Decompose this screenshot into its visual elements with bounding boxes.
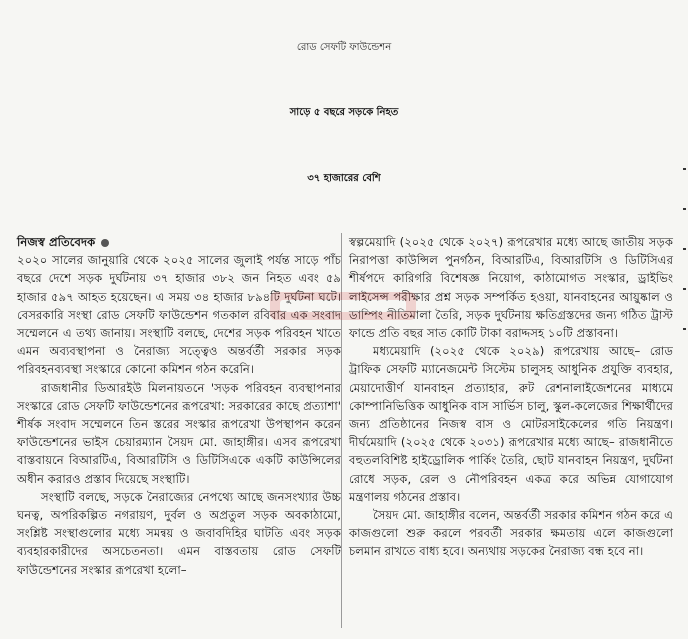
byline-bullet-icon bbox=[101, 239, 109, 247]
headline-line-1: সাড়ে ৫ বছরে সড়কে নিহত bbox=[289, 107, 399, 118]
edge-mark bbox=[683, 168, 686, 170]
byline: নিজস্ব প্রতিবেদক bbox=[17, 235, 96, 249]
paragraph: ২০২০ সালের জানুয়ারি থেকে ২০২৫ সালের জুলাই পর্যন্ত সাড়ে পাঁচ বছরে দেশে সড়ক দুর্ঘটনায় ৩৭ হাজার ৩৮২ জন নিহত এবং ৫৯ হাজার ৫৯৭ আহত হয়েছেন। এ সময় ৩৪ হাজার ৮৯৪টি দুর্ঘটনা ঘটে। বেসরকারি সংস্থা রোড সেফটি ফাউন্ডেশন গতকাল রবিবার এক সংবাদ সম্মেলনে এ তথ্য জানায়। সংস্থাটি বলছে, দেশের সড়ক পরিবহন খাতে এমন অব্যবস্থাপনা ও নৈরাজ্য সত্ত্বেও অন্তর্বর্তী সরকার সড়ক পরিবহনব্যবস্থা সংস্কারে কোনো কমিশন গঠন করেনি। bbox=[17, 253, 341, 377]
headline-line-2: ৩৭ হাজারের বেশি bbox=[307, 173, 381, 184]
edge-mark bbox=[683, 248, 686, 250]
article-column-left bbox=[17, 233, 341, 579]
article-column-right bbox=[349, 233, 673, 561]
byline-row bbox=[17, 233, 341, 251]
paragraph: মধ্যমেয়াদি (২০২৫ থেকে ২০২৯) রূপরেখায় আছে– রোড ট্রাফিক সেফটি ম্যানেজমেন্ট সিস্টেম চালুসহ আধুনিক প্রযুক্তি ব্যবহার, মেয়াদোত্তীর্ণ যানবাহন প্রত্যাহার, রুট রেশনালাইজেশনের মাধ্যমে কোম্পানিভিত্তিক আধুনিক বাস সার্ভিস চালু, স্কুল-কলেজের শিক্ষার্থীদের জন্য প্রতিষ্ঠানের নিজস্ব বাস ও মোটরসাইকেলের গতি নিয়ন্ত্রণ। দীর্ঘমেয়াদি (২০২৫ থেকে ২০৩১) রূপরেখার মধ্যে আছে– রাজধানীতে বহুতলবিশিষ্ট হাইড্রোলিক পার্কিং তৈরি, ছোট যানবাহন নিয়ন্ত্রণ, দুর্ঘটনা রোধে সড়ক, রেল ও নৌপরিবহন একত্র করে অভিন্ন যোগাযোগ মন্ত্রণালয় গঠনের প্রস্তাব। bbox=[349, 344, 673, 504]
paragraph: রাজধানীর ডিআরইউ মিলনায়তনে 'সড়ক পরিবহন ব্যবস্থাপনার সংস্কারে রোড সেফটি ফাউন্ডেশনের রূপরেখা: সরকারের কাছে প্রত্যাশা' শীর্ষক সংবাদ সম্মেলনে তিন স্তরের সংস্কার রূপরেখা উপস্থাপন করেন ফাউন্ডেশনের ভাইস চেয়ারম্যান সৈয়দ মো. জাহাঙ্গীর। এসব রূপরেখা বাস্তবায়নে বিআরটিএ, বিআরটিসি ও ডিটিসিএকে একটি কাউন্সিলের অধীন করারও প্রস্তাব দিয়েছে সংস্থাটি। bbox=[17, 380, 341, 486]
column-divider bbox=[341, 233, 342, 628]
edge-mark bbox=[683, 208, 686, 210]
edge-mark bbox=[683, 288, 686, 290]
paragraph: সৈয়দ মো. জাহাঙ্গীর বলেন, অন্তর্বর্তী সরকার কমিশন গঠন করে এ কাজগুলো শুরু করলে পরবর্তী সরকার ক্ষমতায় এলে কাজগুলো চলমান রাখতে বাধ্য হবে। অন্যথায় সড়কের নৈরাজ্য বন্ধ হবে না। bbox=[349, 508, 673, 559]
kicker: রোড সেফটি ফাউন্ডেশন bbox=[296, 42, 392, 53]
paragraph: সংস্থাটি বলছে, সড়কে নৈরাজ্যের নেপথ্যে আছে জনসংখ্যার উচ্চ ঘনত্ব, অপরিকল্পিত নগরায়ণ, দুর্বল ও অপ্রতুল সড়ক অবকাঠামো, সংশ্লিষ্ট সংস্থাগুলোর মধ্যে সমন্বয় ও জবাবদিহির ঘাটতি এবং সড়ক ব্যবহারকারীদের অসচেতনতা। এমন বাস্তবতায় রোড সেফটি ফাউন্ডেশনের সংস্কার রূপরেখা হলো– bbox=[17, 489, 341, 577]
headline bbox=[0, 80, 688, 212]
edge-mark bbox=[683, 328, 686, 330]
paragraph: স্বল্পমেয়াদি (২০২৫ থেকে ২০২৭) রূপরেখার মধ্যে আছে জাতীয় সড়ক নিরাপত্তা কাউন্সিল পুনর্গঠন, বিআরটিএ, বিআরটিসি ও ডিটিসিএর শীর্ষপদে কারিগরি বিশেষজ্ঞ নিয়োগ, কাঠামোগত সংস্কার, ড্রাইভিং লাইসেন্স পরীক্ষার প্রশ্ন সড়ক সম্পর্কিত হওয়া, যানবাহনের আয়ুষ্কাল ও ডাম্পিং নীতিমালা তৈরি, সড়ক দুর্ঘটনায় ক্ষতিগ্রস্তদের জন্য গঠিত ট্রাস্ট ফান্ডে প্রতি বছর সাত কোটি টাকা বরাদ্দসহ ১০টি প্রস্তাবনা। bbox=[349, 235, 673, 341]
